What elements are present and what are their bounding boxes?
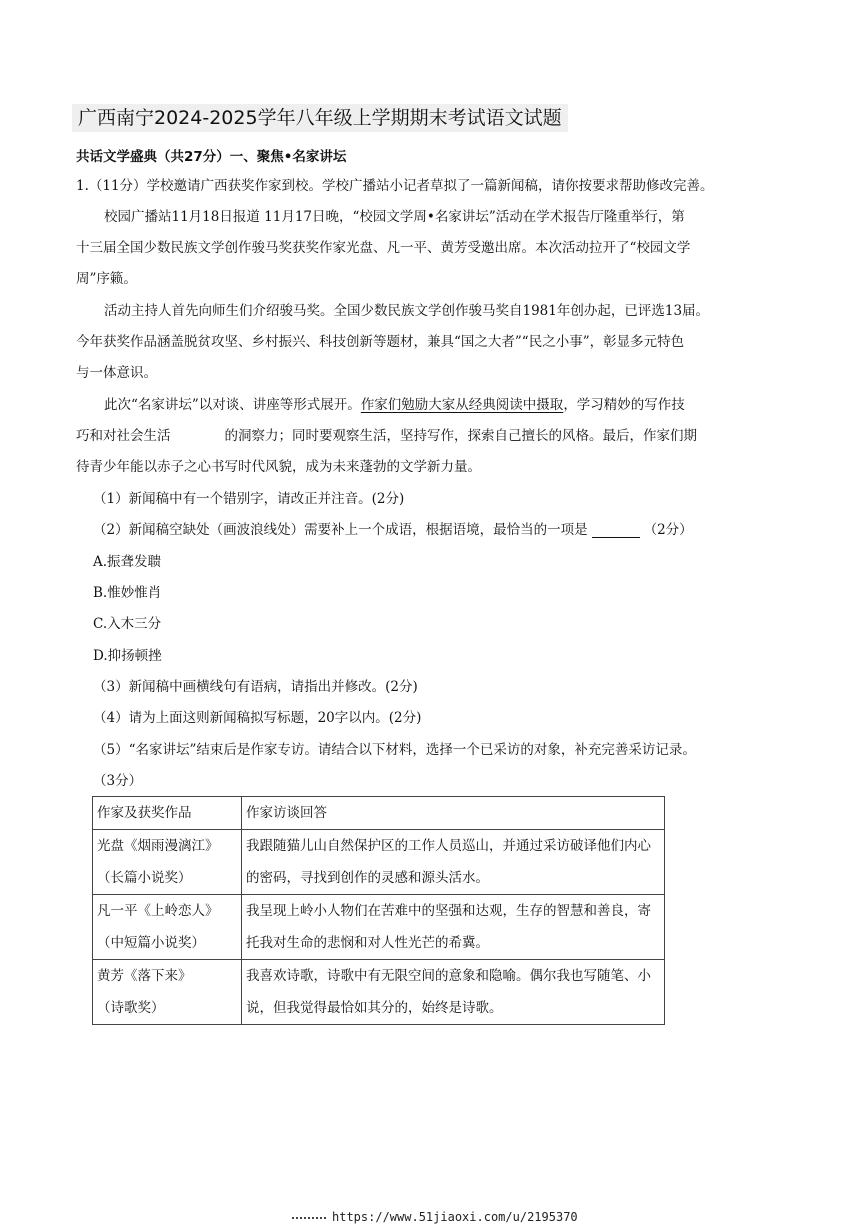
- news-paragraph-1-line-3: 周”序籁。: [76, 271, 137, 287]
- paragraph-3-text-b: ，学习精妙的写作技: [563, 397, 685, 413]
- sub-question-2: [93, 520, 693, 540]
- answer-cell: [242, 895, 665, 960]
- table-row: [93, 895, 665, 960]
- answer-blank: [592, 523, 640, 538]
- answer-line: 托我对生命的悲悯和对人性光芒的希冀。: [246, 935, 489, 951]
- sub-question-5: （5）“名家讲坛”结束后是作家专访。请结合以下材料，选择一个已采访的对象，补充完善采访记录。: [93, 742, 696, 758]
- news-paragraph-3-line-1: [104, 395, 685, 415]
- table-header-row: [93, 797, 665, 830]
- sub-question-3: （3）新闻稿中画横线句有语病，请指出并修改。(2分): [93, 679, 418, 695]
- sub-question-1: （1）新闻稿中有一个错别字，请改正并注音。(2分): [93, 491, 405, 507]
- footer-url[interactable]: https://www.51jiaoxi.com/u/2195370: [332, 1210, 578, 1224]
- award-name: （中短篇小说奖）: [97, 935, 205, 951]
- sub-question-2-score: （2分）: [643, 522, 693, 538]
- paragraph-3-text-a: 此次“名家讲坛”以对谈、讲座等形式展开。: [104, 397, 361, 413]
- news-paragraph-3-line-3: 待青少年能以赤子之心书写时代风貌，成为未来蓬勃的文学新力量。: [76, 459, 481, 475]
- news-paragraph-2-line-1: 活动主持人首先向师生们介绍骏马奖。全国少数民族文学创作骏马奖自1981年创办起，已评选13届。: [104, 303, 710, 319]
- table-header-writer: 作家及获奖作品: [93, 797, 242, 830]
- paragraph-3-line-2-b: 的洞察力；同时要观察生活，坚持写作，探索自己擅长的风格。最后，作家们期: [224, 428, 697, 444]
- news-paragraph-1-line-2: 十三届全国少数民族文学创作骏马奖获奖作家光盘、凡一平、黄芳受邀出席。本次活动拉开了“校园文学: [76, 240, 691, 256]
- answer-line: 我喜欢诗歌，诗歌中有无限空间的意象和隐喻。偶尔我也写随笔、小: [246, 968, 651, 984]
- award-name: （长篇小说奖）: [97, 870, 192, 886]
- interview-table: [92, 796, 665, 1025]
- writer-work: 光盘《烟雨漫漓江》: [97, 838, 219, 854]
- answer-cell: [242, 960, 665, 1025]
- section-heading: 共话文学盛典（共27分）一、聚焦•名家讲坛: [76, 149, 347, 165]
- question-1-intro: 1.（11分）学校邀请广西获奖作家到校。学校广播站小记者草拟了一篇新闻稿，请你按要求帮助修改完善。: [76, 178, 714, 194]
- option-d: D.抑扬顿挫: [93, 648, 162, 664]
- sub-question-5-score: （3分）: [93, 773, 143, 789]
- option-a: A.振聋发聩: [93, 554, 162, 570]
- option-c: C.入木三分: [93, 616, 162, 632]
- page-title: 广西南宁2024-2025学年八年级上学期期末考试语文试题: [72, 104, 568, 132]
- paragraph-3-line-2-a: 巧和对社会生活: [76, 428, 171, 444]
- footer-watermark: [292, 1210, 578, 1224]
- answer-line: 的密码，寻找到创作的灵感和源头活水。: [246, 870, 489, 886]
- writer-work: 黄芳《落下来》: [97, 968, 192, 984]
- writer-cell: [93, 830, 242, 895]
- dotted-mark-icon: [292, 1217, 326, 1219]
- answer-line: 我跟随猫儿山自然保护区的工作人员巡山，并通过采访破译他们内心: [246, 838, 651, 854]
- news-paragraph-1-line-1: 校园广播站11月18日报道 11月17日晚，“校园文学周•名家讲坛”活动在学术报告厅隆重举行，第: [104, 209, 685, 225]
- answer-cell: [242, 830, 665, 895]
- news-paragraph-2-line-2: 今年获奖作品涵盖脱贫攻坚、乡村振兴、科技创新等题材，兼具“国之大者”“民之小事”，彰显多元特色: [76, 334, 685, 350]
- option-b: B.惟妙惟肖: [93, 585, 162, 601]
- table-row: [93, 830, 665, 895]
- news-paragraph-3-line-2: [76, 426, 697, 446]
- underlined-sentence: 作家们勉励大家从经典阅读中摄取: [360, 397, 564, 413]
- table-header-answer: 作家访谈回答: [242, 797, 665, 830]
- sub-question-2-text: （2）新闻稿空缺处（画波浪线处）需要补上一个成语，根据语境，最恰当的一项是: [93, 522, 588, 538]
- writer-cell: [93, 895, 242, 960]
- sub-question-4: （4）请为上面这则新闻稿拟写标题，20字以内。(2分): [93, 710, 422, 726]
- award-name: （诗歌奖）: [97, 1000, 165, 1016]
- answer-line: 说，但我觉得最恰如其分的，始终是诗歌。: [246, 1000, 503, 1016]
- writer-work: 凡一平《上岭恋人》: [97, 903, 219, 919]
- table-row: [93, 960, 665, 1025]
- answer-line: 我呈现上岭小人物们在苦难中的坚强和达观，生存的智慧和善良，寄: [246, 903, 651, 919]
- news-paragraph-2-line-3: 与一体意识。: [76, 365, 157, 381]
- writer-cell: [93, 960, 242, 1025]
